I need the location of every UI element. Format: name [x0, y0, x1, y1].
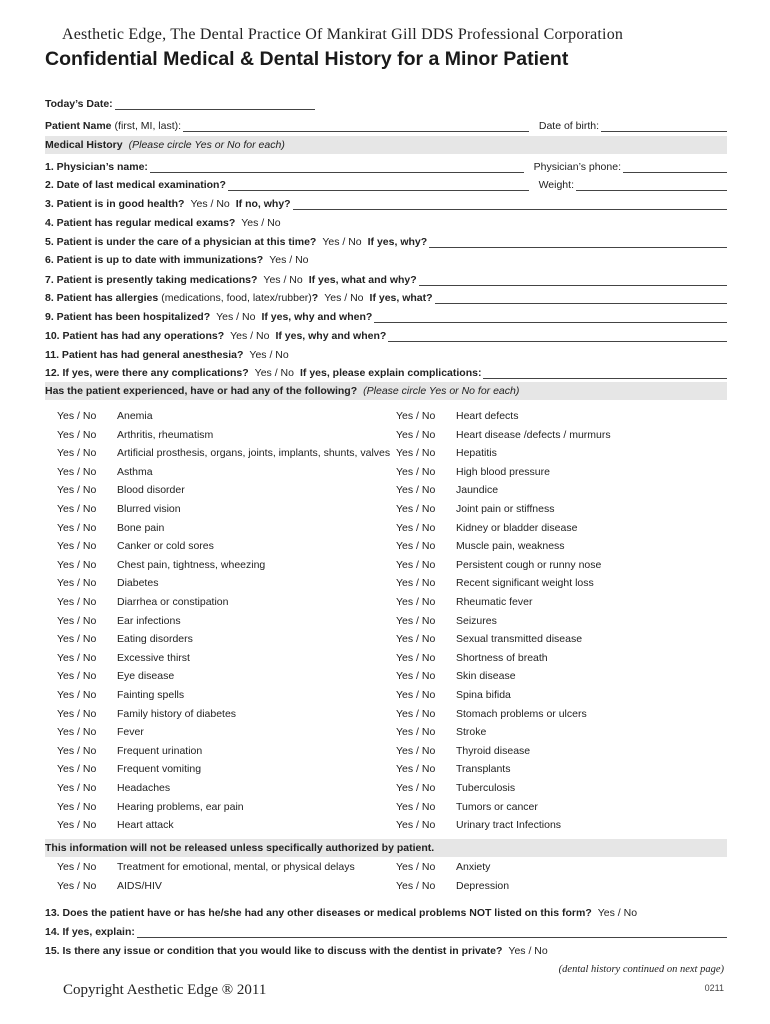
last-exam-field[interactable]: [228, 179, 529, 191]
q8-question-mark: ?: [311, 292, 319, 304]
practice-name: Aesthetic Edge, The Dental Practice Of Mankirat Gill DDS Professional Corporation: [62, 26, 624, 43]
condition-yes-no[interactable]: Yes / No: [396, 410, 436, 422]
dob-label: Date of birth:: [538, 120, 599, 132]
condition-row: [396, 782, 726, 798]
condition-row: [396, 880, 726, 896]
condition-yes-no[interactable]: Yes / No: [57, 782, 97, 794]
condition-label: Jaundice: [456, 484, 499, 497]
q2-label: 2. Date of last medical examination?: [45, 179, 226, 191]
condition-label: Heart attack: [117, 819, 174, 832]
condition-yes-no[interactable]: Yes / No: [396, 484, 436, 497]
condition-label: Asthma: [117, 465, 153, 478]
condition-row: [57, 615, 387, 631]
q6-label: 6. Patient is up to date with immunizations?: [45, 254, 264, 266]
q15-label: 15. Is there any issue or condition that you would like to discuss with the dentist in private?: [45, 945, 503, 957]
condition-row: [396, 484, 726, 500]
condition-yes-no[interactable]: Yes / No: [396, 670, 436, 683]
question-15: [45, 939, 727, 957]
q11-yes-no[interactable]: Yes / No: [249, 349, 289, 361]
patient-name-label: Patient Name: [45, 120, 112, 132]
condition-row: [57, 522, 387, 538]
condition-yes-no[interactable]: Yes / No: [396, 577, 436, 590]
condition-label: Blurred vision: [117, 503, 181, 515]
condition-row: [57, 410, 387, 426]
condition-row: [57, 559, 387, 575]
condition-row: [396, 540, 726, 556]
q12-followup-field[interactable]: [483, 367, 727, 379]
condition-row: [396, 745, 726, 761]
condition-row: [57, 540, 387, 556]
condition-row: [396, 689, 726, 705]
q8-label: 8. Patient has allergies: [45, 292, 159, 304]
condition-yes-no[interactable]: Yes / No: [396, 558, 436, 571]
question-8: [45, 286, 727, 304]
q9-label: 9. Patient has been hospitalized?: [45, 311, 211, 323]
medical-history-title: Medical History: [45, 139, 123, 151]
condition-yes-no[interactable]: Yes / No: [57, 558, 97, 571]
condition-row: [57, 763, 387, 779]
patient-name-field[interactable]: [183, 120, 529, 132]
condition-row: [396, 559, 726, 575]
condition-row: [57, 782, 387, 798]
q14-field[interactable]: [137, 926, 727, 938]
q10-followup-field[interactable]: [388, 330, 727, 342]
condition-label: Urinary tract Infections: [456, 819, 562, 832]
condition-label: Seizures: [456, 614, 497, 627]
condition-row: [396, 861, 726, 877]
continued-note: (dental history continued on next page): [558, 964, 724, 975]
condition-label: Depression: [456, 879, 510, 892]
condition-yes-no[interactable]: Yes / No: [396, 614, 436, 627]
condition-label: Fever: [117, 726, 144, 739]
condition-label: Canker or cold sores: [117, 540, 214, 553]
condition-row: [57, 708, 387, 724]
todays-date-row: [45, 92, 315, 110]
q14-label: 14. If yes, explain:: [45, 926, 135, 938]
q5-followup-label: If yes, why?: [367, 236, 428, 248]
condition-label: Stroke: [456, 726, 487, 739]
condition-label: Eating disorders: [117, 633, 193, 646]
condition-yes-no[interactable]: Yes / No: [396, 819, 436, 832]
condition-label: Hearing problems, ear pain: [117, 800, 244, 813]
condition-label: Family history of diabetes: [117, 707, 237, 720]
condition-yes-no[interactable]: Yes / No: [57, 428, 97, 441]
condition-yes-no[interactable]: Yes / No: [396, 503, 436, 515]
condition-yes-no[interactable]: Yes / No: [396, 879, 436, 892]
q3-followup-field[interactable]: [293, 198, 727, 210]
condition-yes-no[interactable]: Yes / No: [57, 521, 97, 534]
q3-yes-no[interactable]: Yes / No: [190, 198, 230, 210]
condition-label: Spina bifida: [456, 689, 511, 701]
condition-yes-no[interactable]: Yes / No: [396, 782, 436, 794]
condition-label: Diarrhea or constipation: [117, 596, 229, 608]
confidential-title: This information will not be released unless specifically authorized by patient.: [45, 842, 435, 854]
condition-row: [57, 633, 387, 649]
condition-yes-no[interactable]: Yes / No: [57, 484, 97, 497]
condition-label: Shortness of breath: [456, 651, 548, 664]
condition-label: AIDS/HIV: [117, 879, 162, 892]
condition-yes-no[interactable]: Yes / No: [396, 521, 436, 534]
question-13: [45, 901, 727, 919]
dob-field[interactable]: [601, 120, 727, 132]
patient-name-hint: (first, MI, last):: [114, 120, 182, 132]
condition-yes-no[interactable]: Yes / No: [57, 614, 97, 627]
condition-label: Anxiety: [456, 861, 491, 873]
physician-phone-label: Physician’s phone:: [533, 161, 621, 173]
condition-row: [57, 447, 391, 463]
condition-row: [57, 819, 387, 835]
question-1: [45, 155, 727, 173]
condition-row: [396, 596, 726, 612]
condition-label: Kidney or bladder disease: [456, 521, 578, 534]
condition-yes-no[interactable]: Yes / No: [57, 670, 97, 683]
condition-yes-no[interactable]: Yes / No: [396, 726, 436, 739]
condition-row: [396, 466, 726, 482]
condition-yes-no[interactable]: Yes / No: [57, 596, 97, 608]
conditions-heading: [45, 382, 727, 400]
condition-yes-no[interactable]: Yes / No: [396, 861, 436, 873]
condition-label: Treatment for emotional, mental, or physical delays: [117, 861, 355, 873]
condition-yes-no[interactable]: Yes / No: [57, 819, 97, 832]
condition-yes-no[interactable]: Yes / No: [57, 540, 97, 553]
condition-label: Bone pain: [117, 521, 165, 534]
condition-yes-no[interactable]: Yes / No: [396, 744, 436, 757]
condition-label: Hepatitis: [456, 447, 497, 460]
condition-yes-no[interactable]: Yes / No: [57, 707, 97, 720]
condition-row: [57, 726, 387, 742]
condition-row: [396, 522, 726, 538]
question-2: [45, 173, 727, 191]
condition-label: Recent significant weight loss: [456, 577, 594, 590]
q13-label: 13. Does the patient have or has he/she had any other diseases or medical problems NOT listed on this form?: [45, 907, 592, 919]
form-code: 0211: [704, 983, 724, 993]
weight-field[interactable]: [576, 179, 727, 191]
condition-label: Skin disease: [456, 670, 516, 683]
condition-label: Sexual transmitted disease: [456, 633, 583, 646]
condition-yes-no[interactable]: Yes / No: [57, 800, 97, 813]
condition-label: Arthritis, rheumatism: [117, 428, 214, 441]
q4-label: 4. Patient has regular medical exams?: [45, 217, 236, 229]
condition-yes-no[interactable]: Yes / No: [396, 596, 436, 608]
condition-row: [396, 615, 726, 631]
q7-followup-field[interactable]: [419, 274, 727, 286]
q9-yes-no[interactable]: Yes / No: [216, 311, 256, 323]
condition-label: High blood pressure: [456, 465, 550, 478]
condition-label: Ear infections: [117, 614, 181, 627]
condition-row: [57, 745, 387, 761]
condition-label: Heart disease /defects / murmurs: [456, 428, 611, 441]
condition-row: [396, 577, 726, 593]
condition-row: [396, 819, 726, 835]
condition-label: Headaches: [117, 782, 171, 794]
condition-yes-no[interactable]: Yes / No: [396, 651, 436, 664]
condition-yes-no[interactable]: Yes / No: [396, 465, 436, 478]
condition-yes-no[interactable]: Yes / No: [57, 744, 97, 757]
condition-yes-no[interactable]: Yes / No: [57, 689, 97, 701]
patient-name-row: [45, 114, 727, 132]
condition-yes-no[interactable]: Yes / No: [57, 861, 97, 873]
condition-label: Thyroid disease: [456, 744, 531, 757]
condition-row: [57, 484, 387, 500]
condition-row: [57, 861, 387, 877]
q9-followup-label: If yes, why and when?: [261, 311, 373, 323]
q8-followup-label: If yes, what?: [369, 292, 433, 304]
condition-label: Eye disease: [117, 670, 175, 683]
condition-yes-no[interactable]: Yes / No: [396, 633, 436, 646]
question-14: [45, 920, 727, 938]
condition-row: [57, 503, 387, 519]
question-11: [45, 343, 727, 361]
condition-row: [396, 726, 726, 742]
q10-followup-label: If yes, why and when?: [275, 330, 387, 342]
condition-yes-no[interactable]: Yes / No: [57, 633, 97, 646]
physician-name-field[interactable]: [150, 161, 524, 173]
q4-yes-no[interactable]: Yes / No: [241, 217, 281, 229]
condition-row: [396, 429, 726, 445]
q11-label: 11. Patient has had general anesthesia?: [45, 349, 244, 361]
condition-row: [396, 763, 726, 779]
condition-row: [57, 577, 387, 593]
condition-label: Tumors or cancer: [456, 800, 538, 813]
q8-hint: (medications, food, latex/rubber): [161, 292, 312, 304]
condition-yes-no[interactable]: Yes / No: [396, 447, 436, 460]
condition-label: Blood disorder: [117, 484, 185, 497]
copyright: Copyright Aesthetic Edge ® 2011: [63, 982, 267, 998]
conditions-title: Has the patient experienced, have or had any of the following?: [45, 385, 358, 397]
question-10: [45, 324, 727, 342]
condition-label: Frequent urination: [117, 744, 203, 757]
condition-label: Heart defects: [456, 410, 519, 422]
question-5: [45, 230, 727, 248]
condition-yes-no[interactable]: Yes / No: [57, 503, 97, 515]
question-6: [45, 248, 727, 266]
condition-row: [57, 652, 387, 668]
condition-label: Stomach problems or ulcers: [456, 707, 587, 720]
q9-followup-field[interactable]: [374, 311, 727, 323]
todays-date-field[interactable]: [115, 98, 315, 110]
q12-followup-label: If yes, please explain complications:: [299, 367, 482, 379]
condition-row: [57, 466, 387, 482]
q7-followup-label: If yes, what and why?: [308, 274, 417, 286]
condition-yes-no[interactable]: Yes / No: [57, 726, 97, 739]
condition-yes-no[interactable]: Yes / No: [57, 763, 97, 776]
q10-yes-no[interactable]: Yes / No: [230, 330, 270, 342]
condition-yes-no[interactable]: Yes / No: [396, 689, 436, 701]
condition-label: Joint pain or stiffness: [456, 503, 555, 515]
condition-yes-no[interactable]: Yes / No: [396, 428, 436, 441]
condition-row: [396, 670, 726, 686]
q5-label: 5. Patient is under the care of a physician at this time?: [45, 236, 317, 248]
q5-yes-no[interactable]: Yes / No: [322, 236, 362, 248]
condition-yes-no[interactable]: Yes / No: [396, 540, 436, 553]
q5-followup-field[interactable]: [429, 236, 727, 248]
condition-yes-no[interactable]: Yes / No: [396, 763, 436, 776]
condition-row: [396, 410, 726, 426]
q7-yes-no[interactable]: Yes / No: [263, 274, 303, 286]
q13-yes-no[interactable]: Yes / No: [597, 907, 638, 919]
question-12: [45, 361, 727, 379]
q10-label: 10. Patient has had any operations?: [45, 330, 225, 342]
q6-yes-no[interactable]: Yes / No: [269, 254, 309, 266]
condition-row: [57, 596, 387, 612]
condition-label: Frequent vomiting: [117, 763, 202, 776]
condition-row: [57, 801, 387, 817]
q15-yes-no[interactable]: Yes / No: [508, 945, 548, 957]
condition-row: [57, 689, 387, 705]
physician-phone-field[interactable]: [623, 161, 727, 173]
condition-yes-no[interactable]: Yes / No: [396, 800, 436, 813]
medical-history-hint: (Please circle Yes or No for each): [128, 139, 285, 151]
confidential-heading: [45, 839, 727, 857]
condition-yes-no[interactable]: Yes / No: [57, 465, 97, 478]
condition-label: Chest pain, tightness, wheezing: [117, 558, 266, 571]
q8-yes-no[interactable]: Yes / No: [324, 292, 364, 304]
condition-row: [396, 633, 726, 649]
condition-label: Excessive thirst: [117, 651, 190, 664]
condition-label: Muscle pain, weakness: [456, 540, 565, 553]
condition-yes-no[interactable]: Yes / No: [57, 651, 97, 664]
q8-followup-field[interactable]: [435, 292, 727, 304]
condition-label: Artificial prosthesis, organs, joints, implants, shunts, valves: [117, 447, 391, 460]
condition-yes-no[interactable]: Yes / No: [396, 707, 436, 720]
condition-label: Transplants: [456, 763, 511, 776]
condition-label: Rheumatic fever: [456, 596, 533, 608]
q7-label: 7. Patient is presently taking medications?: [45, 274, 258, 286]
q12-yes-no[interactable]: Yes / No: [254, 367, 294, 379]
condition-row: [57, 429, 387, 445]
form-title: Confidential Medical & Dental History for a Minor Patient: [45, 48, 569, 70]
conditions-hint: (Please circle Yes or No for each): [363, 385, 520, 397]
condition-label: Tuberculosis: [456, 782, 516, 794]
q3-label: 3. Patient is in good health?: [45, 198, 185, 210]
condition-yes-no[interactable]: Yes / No: [57, 410, 97, 422]
q3-followup-label: If no, why?: [235, 198, 291, 210]
condition-label: Persistent cough or runny nose: [456, 558, 602, 571]
question-3: [45, 192, 727, 210]
q12-label: 12. If yes, were there any complications?: [45, 367, 249, 379]
medical-history-heading: [45, 136, 727, 154]
condition-yes-no[interactable]: Yes / No: [57, 447, 97, 460]
condition-row: [396, 503, 726, 519]
question-7: [45, 268, 727, 286]
condition-row: [57, 670, 387, 686]
condition-yes-no[interactable]: Yes / No: [57, 577, 97, 590]
q1-label: 1. Physician’s name:: [45, 161, 148, 173]
condition-row: [396, 652, 726, 668]
condition-label: Fainting spells: [117, 689, 185, 701]
condition-row: [396, 801, 726, 817]
condition-label: Anemia: [117, 410, 153, 422]
weight-label: Weight:: [538, 179, 574, 191]
todays-date-label: Today’s Date:: [45, 98, 113, 110]
condition-label: Diabetes: [117, 577, 159, 590]
condition-row: [396, 447, 726, 463]
condition-yes-no[interactable]: Yes / No: [57, 879, 97, 892]
condition-row: [396, 708, 726, 724]
question-4: [45, 211, 727, 229]
question-9: [45, 305, 727, 323]
condition-row: [57, 880, 387, 896]
